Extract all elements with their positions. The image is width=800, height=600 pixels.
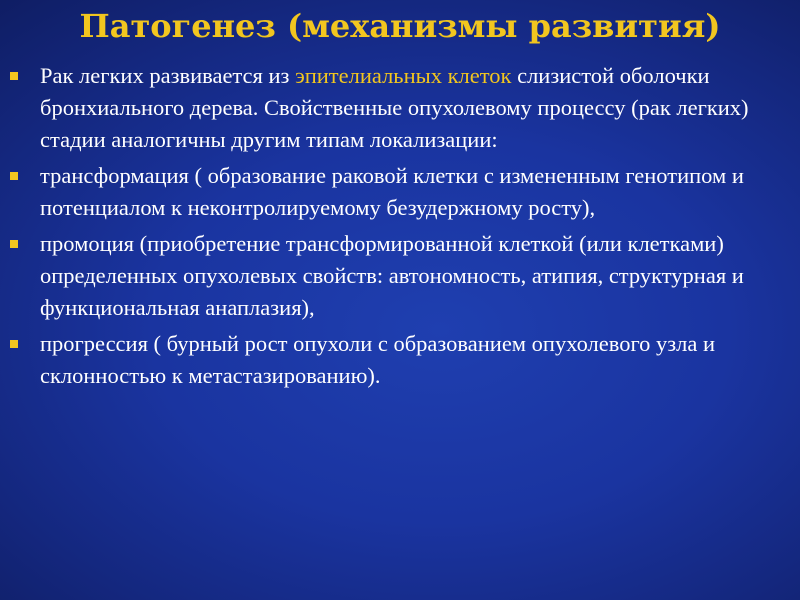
square-bullet-icon (10, 172, 18, 180)
highlighted-term: эпителиальных клеток (295, 63, 512, 88)
square-bullet-icon (10, 340, 18, 348)
bullet-text: промоция (приобретение трансформированной клеткой (или клетками) определенных опухолевых свойств: автономность, атипия, структурная и функциональная анаплазия), (40, 231, 744, 320)
slide-title: Патогенез (механизмы развития) (79, 7, 721, 45)
square-bullet-icon (10, 240, 18, 248)
bullet-text-lead: Рак легких развивается из (40, 63, 296, 88)
bullet-item (8, 160, 788, 224)
bullet-text: прогрессия ( бурный рост опухоли с образованием опухолевого узла и склонностью к метастазированию). (40, 331, 716, 388)
square-bullet-icon (10, 72, 18, 80)
bullet-item (8, 60, 788, 156)
bullet-text: трансформация ( образование раковой клетки с измененным генотипом и потенциалом к неконтролируемому безудержному росту), (40, 163, 744, 220)
bullet-list (8, 60, 788, 396)
bullet-text-rest: слизистой оболочки бронхиального дерева. Свойственные опухолевому процессу (рак легких) стадии аналогичны другим типам локализации: (40, 63, 749, 152)
bullet-item (8, 228, 788, 324)
bullet-item (8, 328, 788, 392)
